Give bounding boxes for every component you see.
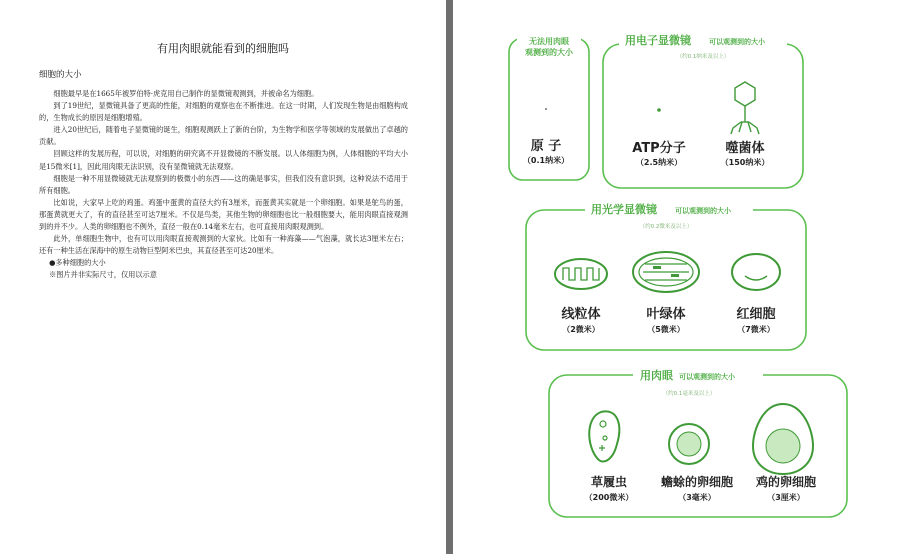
paragraph: 细胞最早是在1665年被罗伯特·虎克用自己制作的显微镜观测到，并被命名为细胞。 [53,89,319,98]
phage-size: （150纳米） [720,158,770,167]
panel-electron [603,44,803,188]
paramecium-size: （200微米） [584,493,634,502]
page-divider [446,0,453,554]
chloro-name: 叶绿体 [646,307,686,322]
toad-egg-icon [669,424,709,464]
naked-subtitle: 可以观测到的大小 [679,373,735,381]
paragraph: 进入20世纪后，随着电子显微镜的诞生，细胞观测跃上了新的台阶，为生物学和医学等领域的发展做出了卓越的贡献。 [39,125,408,147]
right-page [453,0,899,554]
rbc-name: 红细胞 [736,307,776,322]
body-text [39,88,408,282]
electron-range: （约0.1纳米及以上） [676,54,730,60]
mito-name: 线粒体 [561,307,601,322]
toad-egg-name: 蟾蜍的卵细胞 [660,475,734,489]
phage-name: 噬菌体 [725,141,765,156]
toad-egg-size: （3毫米） [678,493,716,502]
optical-range: （约0.2微米及以上） [639,224,693,230]
atom-dot [545,108,547,110]
bacteriophage-icon [731,82,759,134]
chloroplast-icon [633,252,699,292]
panel-atom-label2: 观测到的大小 [525,48,573,57]
chicken-egg-icon [753,404,813,474]
electron-subtitle: 可以观测到的大小 [709,38,765,46]
chicken-egg-name: 鸡的卵细胞 [755,475,817,489]
page-title: 有用肉眼就能看到的细胞吗 [157,42,289,55]
electron-title: 用电子显微镜 [625,34,691,47]
optical-title: 用光学显微镜 [591,203,657,216]
paramecium-name: 草履虫 [590,475,628,489]
figure-bullet: ●多种细胞的大小 [49,258,106,268]
mitochondrion-icon [555,259,607,289]
paramecium-icon [589,411,619,461]
atp-size: （2.5纳米） [635,158,683,167]
panel-atom-label1: 无法用肉眼 [529,37,569,46]
naked-title: 用肉眼 [640,369,673,382]
optical-subtitle: 可以观测到的大小 [675,207,731,215]
atp-name: ATP分子 [632,141,686,156]
mito-size: （2微米） [562,325,600,334]
chloro-size: （5微米） [647,325,685,334]
paragraph: 细胞是一种不用显微镜就无法观察到的极微小的东西——这的确是事实，但我们没有意识到，这种说法不适用于所有细胞。 [39,173,408,195]
naked-range: （约0.1毫米及以上） [662,391,716,397]
paragraph: 到了19世纪，显微镜具备了更高的性能，对细胞的观察也在不断推进。在这一时期，人们发现生物是由细胞构成的，生物成长的原因是细胞增殖。 [39,101,408,123]
atp-dot [657,108,661,112]
paragraph: 此外，单细胞生物中，也有可以用肉眼直接观测到的大家伙。比如有一种海藻——气泡藻，就长达3厘米左右；还有一种生活在深海中的原生动物巨型阿米巴虫，其直径甚至可达20厘米。 [39,234,408,256]
figure-note: ※图片并非实际尺寸，仅用以示意 [49,270,157,280]
atom-name: 原 子 [530,139,562,154]
left-page [0,0,446,554]
red-blood-cell-icon [732,254,780,290]
chicken-egg-size: （3厘米） [767,493,805,502]
atom-size: （0.1纳米） [522,156,570,165]
cell-size-figure [453,0,899,554]
paragraph: 比如说，大家早上吃的鸡蛋。鸡蛋中蛋黄的直径大约有3厘米，而蛋黄其实就是一个卵细胞。如果是鸵鸟的蛋，那蛋黄就更大了，有的直径甚至可达7厘米。不仅是鸟类，其他生物的卵细胞也比一般细胞要大，能用肉眼直接观测到的并不少。人类的卵细胞也不例外，直径一般在0.14毫米左右，也可直接用肉眼观测到。 [39,197,408,232]
rbc-size: （7微米） [737,325,775,334]
paragraph: 回顾这样的发展历程，可以说，对细胞的研究离不开显微镜的不断发展。以人体细胞为例，人体细胞的平均大小是15微米[1]，因此用肉眼无法识别，没有显微镜就无法观察。 [39,149,408,171]
section-heading: 细胞的大小 [39,70,82,80]
